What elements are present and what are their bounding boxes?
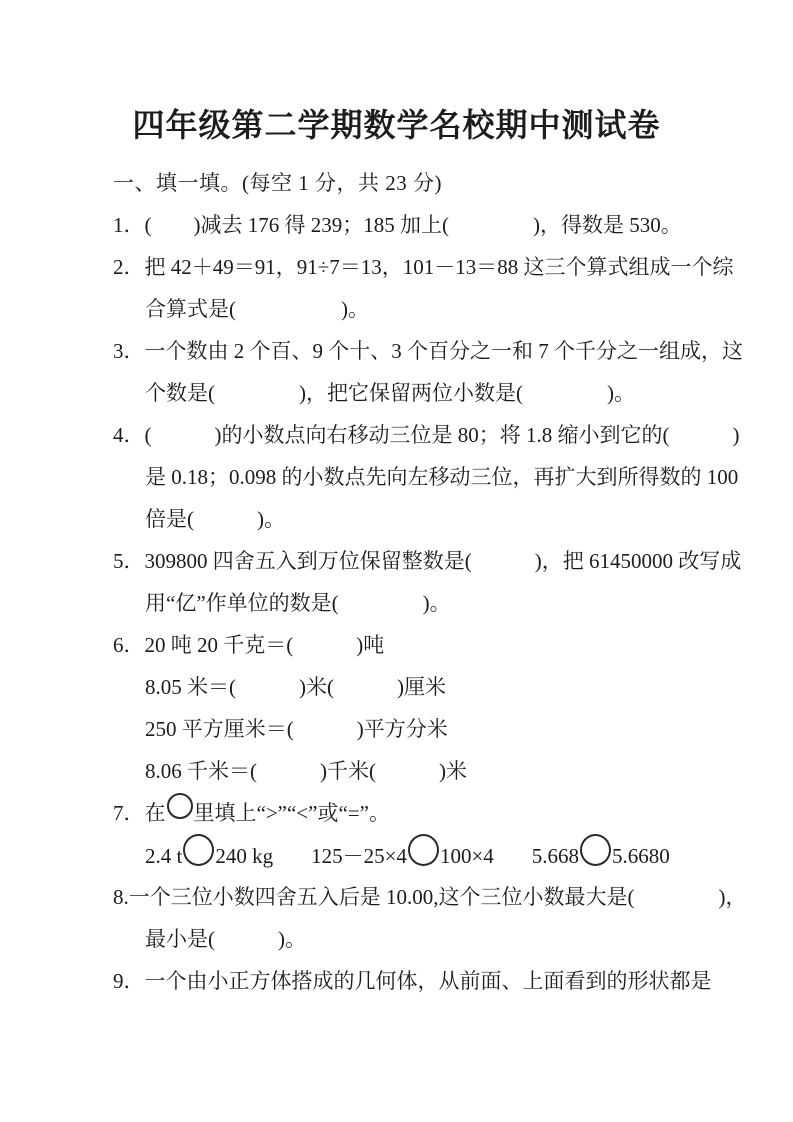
question-3-continuation [113, 372, 733, 414]
question-6-continuation-3 [113, 750, 733, 792]
comparison-3-right: 5.6680 [612, 844, 670, 868]
question-4-text-line-2: 是 0.18；0.098 的小数点先向左移动三位，再扩大到所得数的 100 [145, 465, 739, 489]
question-9 [113, 960, 733, 1002]
question-4-number: 4． [113, 423, 145, 447]
question-5-text-line-1: 309800 四舍五入到万位保留整数是( )，把 61450000 改写成 [144, 549, 742, 573]
question-8-text-line-2: 最小是( )。 [145, 927, 306, 951]
question-6-number: 6． [113, 633, 145, 657]
comparison-3-left: 5.668 [531, 844, 580, 868]
question-8-number: 8. [113, 885, 129, 909]
question-4-continuation-1 [113, 456, 739, 498]
question-7-comparisons [113, 834, 733, 876]
page-title: 四年级第二学期数学名校期中测试卷 [132, 107, 661, 143]
comparison-circle-icon [167, 793, 193, 819]
question-3-text-line-2: 个数是( )，把它保留两位小数是( )。 [145, 381, 635, 405]
comparison-2-left: 125－25×4 [311, 844, 407, 868]
question-7 [113, 792, 733, 834]
question-1 [113, 204, 733, 246]
question-6-conversion-1: 20 吨 20 千克＝( )吨 [144, 633, 385, 657]
question-5-continuation [113, 582, 733, 624]
question-5-number: 5． [113, 549, 145, 573]
question-7-intro-before: 在 [144, 801, 166, 825]
question-2-text-line-2: 合算式是( )。 [145, 297, 369, 321]
question-1-text: ( )减去 176 得 239；185 加上( )，得数是 530。 [144, 213, 682, 237]
question-4-text-line-3: 倍是( )。 [145, 507, 285, 531]
question-3 [113, 330, 743, 372]
question-8-text-line-1: 一个三位小数四舍五入后是 10.00,这个三位小数最大是( )， [128, 885, 747, 909]
question-8-continuation [113, 918, 733, 960]
section-1-heading: 一、填一填。(每空 1 分，共 23 分) [113, 171, 442, 195]
question-8 [113, 876, 747, 918]
question-6-conversion-3: 250 平方厘米＝( )平方分米 [145, 717, 448, 741]
question-4 [113, 414, 740, 456]
question-9-text: 一个由小正方体搭成的几何体，从前面、上面看到的形状都是 [144, 969, 712, 993]
question-6-continuation-2 [113, 708, 733, 750]
question-4-text-line-1: ( )的小数点向右移动三位是 80；将 1.8 缩小到它的( ) [144, 423, 740, 447]
question-3-number: 3． [113, 339, 145, 363]
question-5 [113, 540, 742, 582]
question-7-intro-after: 里填上“>”“<”或“=”。 [193, 801, 390, 825]
question-9-number: 9． [113, 969, 145, 993]
question-1-number: 1． [113, 213, 145, 237]
comparison-circle-icon [183, 834, 214, 866]
question-6-conversion-2: 8.05 米＝( )米( )厘米 [145, 675, 446, 699]
comparison-circle-icon [408, 834, 439, 866]
question-4-continuation-2 [113, 498, 733, 540]
question-6 [113, 624, 733, 666]
comparison-circle-icon [580, 834, 611, 866]
question-3-text-line-1: 一个数由 2 个百、9 个十、3 个百分之一和 7 个千分之一组成，这 [144, 339, 743, 363]
comparison-1-right: 240 kg [215, 844, 274, 868]
question-2-continuation [113, 288, 733, 330]
question-6-conversion-4: 8.06 千米＝( )千米( )米 [145, 759, 467, 783]
question-2-text-line-1: 把 42＋49＝91，91÷7＝13，101－13＝88 这三个算式组成一个综 [144, 255, 734, 279]
question-6-continuation-1 [113, 666, 733, 708]
question-5-text-line-2: 用“亿”作单位的数是( )。 [145, 591, 451, 615]
comparison-2-right: 100×4 [439, 844, 494, 868]
question-7-number: 7． [113, 801, 145, 825]
comparison-1-left: 2.4 t [145, 844, 183, 868]
question-2 [113, 246, 733, 288]
question-2-number: 2． [113, 255, 145, 279]
paper-body [113, 162, 747, 1002]
